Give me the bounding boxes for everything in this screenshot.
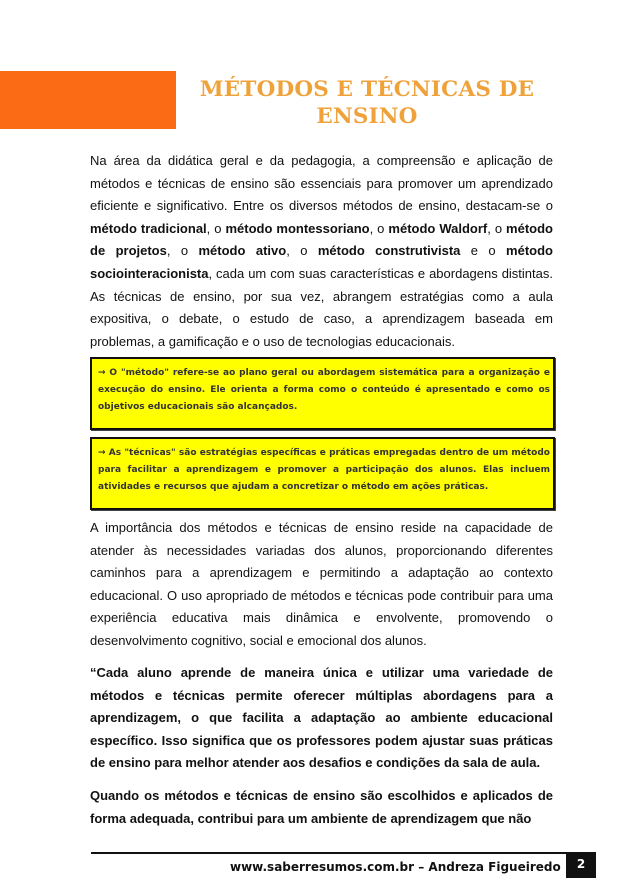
bold-term: método de projetos [90, 220, 553, 259]
footer-divider [91, 852, 566, 854]
title-line-1: MÉTODOS E TÉCNICAS DE [199, 77, 535, 102]
callout-method: → O "método" refere-se ao plano geral ou abordagem sistemática para a organização e execução do ensino. Ele orienta a forma como o conteúdo é apresentado e como os objetivos educacionais são alcançados. [90, 357, 555, 430]
intro-text: , o [166, 243, 199, 259]
bold-term: método sociointeracionista [90, 243, 553, 281]
bold-term: método ativo [198, 243, 287, 259]
closing-paragraph: Quando os métodos e técnicas de ensino são escolhidos e aplicados de forma adequada, contribui para um ambiente de aprendizagem que não [90, 788, 553, 826]
intro-paragraph [90, 150, 553, 353]
intro-text: e o [460, 243, 507, 259]
intro-text: , o [487, 220, 507, 236]
bold-term: método montessoriano [225, 220, 370, 236]
bold-term: método Waldorf [388, 220, 488, 236]
importance-paragraph: A importância dos métodos e técnicas de ensino reside na capacidade de atender às necessidades variadas dos alunos, proporcionando diferentes caminhos para a aprendizagem e permitindo a adaptação ao contexto educacional. O uso apropriado de métodos e técnicas pode contribuir para uma experiência educativa mais dinâmica e envolvente, promovendo o desenvolvimento cognitivo, social e emocional dos alunos. [90, 520, 553, 648]
page-title [176, 76, 558, 130]
intro-text: Na área da didática geral e da pedagogia, a compreensão e aplicação de métodos e técnicas de ensino são essenciais para promover um aprendizado eficiente e significativo. Entre os diversos métodos de ensino, destacam-se o [90, 153, 553, 214]
intro-text: , o [369, 220, 389, 236]
intro-text: , o [286, 243, 318, 259]
footer-credit: www.saberresumos.com.br – Andreza Figueiredo [230, 860, 561, 874]
bold-term: método construtivista [317, 243, 461, 259]
intro-text: , cada um com suas características e abordagens distintas. As técnicas de ensino, por sua vez, abrangem estratégias como a aula expositiva, o debate, o estudo de caso, a aprendizagem baseada em problemas, a gamificação e o uso de tecnologias educacionais. [90, 265, 553, 349]
title-line-2: ENSINO [316, 104, 418, 129]
page-number: 2 [566, 852, 596, 878]
callout-techniques: → As "técnicas" são estratégias específicas e práticas empregadas dentro de um método para facilitar a aprendizagem e promover a participação dos alunos. Elas incluem atividades e recursos que ajudam a concretizar o método em ações práticas. [90, 437, 555, 510]
quote-paragraph: “Cada aluno aprende de maneira única e utilizar uma variedade de métodos e técnicas permite oferecer múltiplas abordagens para a aprendizagem, o que facilita a adaptação ao ambiente educacional específico. Isso significa que os professores podem ajustar suas práticas de ensino para melhor atender aos desafios e condições da sala de aula. [90, 665, 553, 771]
intro-text: , o [206, 220, 226, 236]
accent-bar [0, 71, 176, 129]
bold-term: método tradicional [90, 220, 207, 236]
